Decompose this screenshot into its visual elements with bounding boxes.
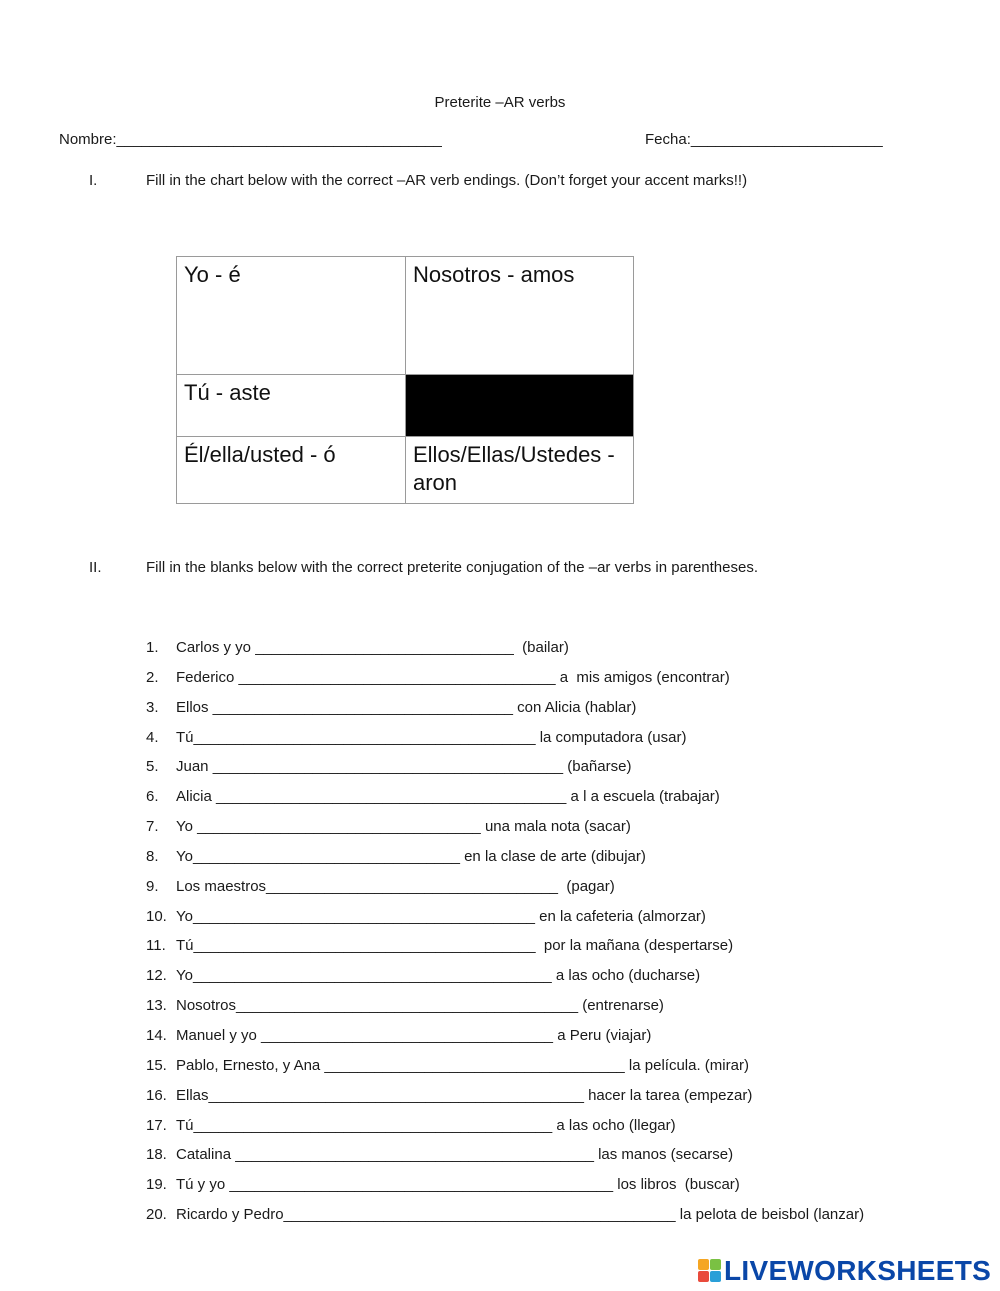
exercise-number: 12. — [146, 967, 167, 985]
verb-endings-chart — [176, 256, 634, 504]
exercise-item — [146, 697, 864, 727]
exercise-item — [146, 756, 864, 786]
exercise-number: 19. — [146, 1176, 167, 1194]
exercise-number: 10. — [146, 907, 167, 925]
exercise-text[interactable]: Pablo, Ernesto, y Ana ____________________________________ la película. (mirar) — [176, 1056, 749, 1074]
exercise-number: 9. — [146, 877, 159, 895]
exercise-text[interactable]: Carlos y yo _______________________________ (bailar) — [176, 639, 569, 656]
exercise-text[interactable]: Federico ______________________________________ a mis amigos (encontrar) — [176, 668, 730, 686]
exercise-number: 20. — [146, 1206, 167, 1224]
exercise-item — [146, 1085, 864, 1115]
exercise-number: 8. — [146, 847, 159, 865]
exercise-number: 1. — [146, 639, 159, 656]
exercise-text[interactable]: Tú_________________________________________ por la mañana (despertarse) — [176, 937, 734, 955]
exercise-text[interactable]: Catalina ___________________________________________ las manos (secarse) — [176, 1146, 734, 1164]
exercise-text[interactable]: Tú_________________________________________ la computadora (usar) — [176, 728, 687, 746]
exercise-item — [146, 1115, 864, 1145]
exercise-item — [146, 906, 864, 936]
exercise-number: 2. — [146, 668, 159, 686]
section-2-instruction: Fill in the blanks below with the correct preterite conjugation of the –ar verbs in parentheses. — [146, 559, 758, 576]
section-1-number: I. — [89, 172, 98, 189]
exercise-item — [146, 816, 864, 846]
chart-cell-yo: Yo - é — [177, 257, 406, 375]
exercise-item — [146, 1055, 864, 1085]
exercise-item — [146, 1144, 864, 1174]
chart-cell-vosotros-blacked — [406, 375, 634, 437]
exercise-number: 4. — [146, 728, 159, 746]
exercise-number: 7. — [146, 818, 159, 836]
chart-cell-el: Él/ella/usted - ó — [177, 437, 406, 504]
exercise-text[interactable]: Yo __________________________________ una mala nota (sacar) — [176, 818, 631, 836]
exercise-number: 17. — [146, 1116, 167, 1134]
liveworksheets-logo — [698, 1256, 991, 1286]
exercise-text[interactable]: Tú y yo ______________________________________________ los libros (buscar) — [176, 1176, 740, 1194]
exercise-number: 11. — [146, 937, 166, 955]
chart-cell-tu: Tú - aste — [177, 375, 406, 437]
exercise-number: 14. — [146, 1026, 167, 1044]
exercise-number: 3. — [146, 698, 159, 716]
exercise-text[interactable]: Ellas_____________________________________________ hacer la tarea (empezar) — [176, 1086, 753, 1104]
exercise-item — [146, 667, 864, 697]
exercise-item — [146, 876, 864, 906]
exercise-number: 6. — [146, 788, 159, 806]
exercise-text[interactable]: Yo___________________________________________ a las ocho (ducharse) — [176, 967, 701, 985]
section-2-number: II. — [89, 559, 102, 576]
exercise-item — [146, 1204, 864, 1234]
exercise-item — [146, 965, 864, 995]
exercise-list — [146, 637, 864, 1234]
date-field[interactable]: Fecha:_______________________ — [645, 131, 883, 148]
exercise-item — [146, 1174, 864, 1204]
exercise-item — [146, 1025, 864, 1055]
exercise-text[interactable]: Tú___________________________________________ a las ocho (llegar) — [176, 1116, 676, 1134]
exercise-item — [146, 727, 864, 757]
section-1-instruction: Fill in the chart below with the correct –AR verb endings. (Don’t forget your accent marks!!) — [146, 172, 748, 189]
chart-cell-ellos: Ellos/Ellas/Ustedes - aron — [406, 437, 634, 504]
exercise-text[interactable]: Los maestros___________________________________ (pagar) — [176, 877, 615, 895]
page-title: Preterite –AR verbs — [434, 94, 566, 111]
exercise-text[interactable]: Ricardo y Pedro_______________________________________________ la pelota de beisbol (lanzar) — [176, 1206, 865, 1224]
name-field[interactable]: Nombre:_______________________________________ — [59, 131, 442, 148]
exercise-text[interactable]: Alicia __________________________________________ a l a escuela (trabajar) — [176, 788, 720, 806]
exercise-text[interactable]: Manuel y yo ___________________________________ a Peru (viajar) — [176, 1026, 652, 1044]
exercise-text[interactable]: Yo_________________________________________ en la cafeteria (almorzar) — [176, 907, 706, 925]
exercise-number: 5. — [146, 758, 159, 776]
exercise-item — [146, 935, 864, 965]
logo-mark-icon — [698, 1259, 722, 1283]
exercise-number: 18. — [146, 1146, 167, 1164]
exercise-text[interactable]: Yo________________________________ en la clase de arte (dibujar) — [176, 847, 646, 865]
exercise-text[interactable]: Juan __________________________________________ (bañarse) — [176, 758, 632, 776]
exercise-item — [146, 786, 864, 816]
exercise-number: 16. — [146, 1086, 167, 1104]
exercise-item — [146, 995, 864, 1025]
exercise-number: 13. — [146, 997, 167, 1015]
exercise-text[interactable]: Nosotros_________________________________________ (entrenarse) — [176, 997, 664, 1015]
exercise-text[interactable]: Ellos ____________________________________ con Alicia (hablar) — [176, 698, 637, 716]
exercise-number: 15. — [146, 1056, 167, 1074]
exercise-item — [146, 846, 864, 876]
chart-cell-nosotros: Nosotros - amos — [406, 257, 634, 375]
logo-text: LIVEWORKSHEETS — [724, 1255, 992, 1286]
exercise-item — [146, 637, 864, 667]
